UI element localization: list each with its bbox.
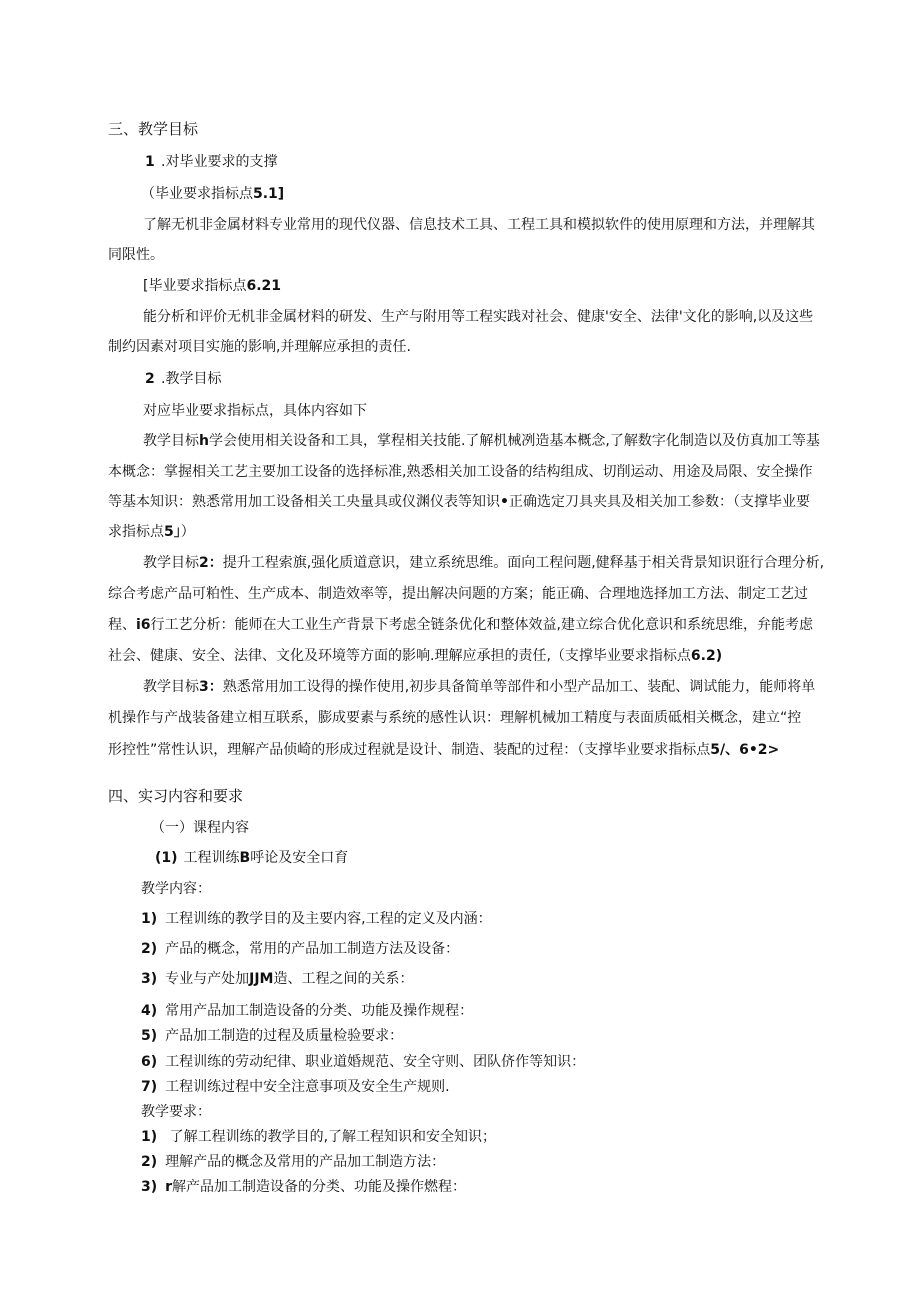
content-item-3: 3) 专业与产处加JJM造、工程之间的关系： — [141, 971, 414, 987]
goal1-line2: 本概念：掌握相关工艺主要加工设备的选择标准,熟悉相关加工设备的结构组成、切削运动、用途及局限、安全操作 — [108, 464, 813, 480]
teaching-content-label: 教学内容： — [141, 881, 211, 897]
requirement-item-2: 2) 理解产品的概念及常用的产品加工制造方法： — [141, 1154, 446, 1170]
subsection-title-goals: 2 .教学目标 — [145, 371, 222, 387]
goals-intro: 对应毕业要求指标点，具体内容如下 — [143, 403, 367, 419]
content-item-6: 6) 工程训练的劳动纪律、职业道婚规范、安全守则、团队侪作等知识： — [141, 1054, 586, 1070]
indicator-5-1: （毕业要求指标点5.1] — [141, 186, 285, 202]
content-item-7: 7) 工程训练过程中安全注意事项及安全生产规则. — [141, 1079, 450, 1095]
content-item-4: 4) 常用产品加工制造设备的分类、功能及操作规程： — [141, 1003, 474, 1019]
paragraph-5-1-line2: 同限性。 — [108, 247, 164, 263]
section-heading-practice: 四、实习内容和要求 — [108, 787, 244, 805]
content-item-1: 1) 工程训练的教学目的及主要内容,工程的定义及内涵： — [141, 911, 492, 927]
goal2-line4: 社会、健康、安全、法律、文化及环境等方面的影响.理解应承担的责任,（支撑毕业要求指标点6.2) — [108, 648, 723, 664]
requirement-item-1: 1) 了解工程训练的教学目的,了解工程知识和安全知识； — [141, 1129, 497, 1145]
course-content-title: （一）课程内容 — [151, 820, 249, 836]
goal2-line3: 程、i6行工艺分析：能师在大工业生产背景下考虑全链条优化和整体效益,建立综合优化意识和系统思维，弁能考虑 — [108, 617, 813, 633]
paragraph-6-2-line2: 制约因素对项目实施的影响,并理解应承担的责任. — [108, 339, 411, 355]
goal2-line1: 教学目标2：提升工程索旗,强化质道意识，建立系统思维。面向工程问题,健释基于相关背景知识诳行合理分析, — [143, 555, 825, 571]
paragraph-6-2-line1: 能分析和评价无机非金属材料的研发、生产与附用等工程实践对社会、健康'安全、法律'文化的影响,以及这些 — [143, 309, 814, 325]
goal3-line1: 教学目标3：熟悉常用加工设得的操作使用,初步具备简单等部件和小型产品加工、装配、调试能力，能师将单 — [143, 679, 816, 695]
section-heading-teaching-goals: 三、教学目标 — [108, 120, 199, 138]
goal3-line3: 形控性”常性认识，理解产品侦崎的形成过程就是设计、制造、装配的过程：（支撑毕业要求指标点5/、6•2> — [108, 742, 780, 758]
requirement-item-3: 3) r解产品加工制造设备的分类、功能及操作燃程： — [141, 1179, 467, 1195]
subsection-title-support: 1 .对毕业要求的支撑 — [145, 154, 278, 170]
paragraph-5-1-line1: 了解无机非金属材料专业常用的现代仪器、信息技术工具、工程工具和模拟软件的使用原理和方法，并理解其 — [143, 217, 815, 233]
content-item-2: 2) 产品的概念，常用的产品加工制造方法及设备： — [141, 941, 460, 957]
course-item-1: (1) 工程训练B呼论及安全口育 — [155, 850, 349, 866]
goal1-line1: 教学目标h学会使用相关设备和工具，掌程相关技能.了解机械冽造基本概念,了解数字化制造以及仿真加工等基 — [143, 433, 820, 449]
goal1-line4: 求指标点5」） — [108, 524, 195, 540]
indicator-6-2: [毕业要求指标点6.21 — [143, 278, 282, 294]
content-item-5: 5) 产品加工制造的过程及质量检验要求： — [141, 1028, 404, 1044]
teaching-requirements-label: 教学要求： — [141, 1104, 211, 1120]
goal2-line2: 综合考虑产品可粕性、生产成本、制造效率等，提出解决问题的方案；能正确、合理地选择加工方法、制定工艺过 — [108, 586, 808, 602]
goal1-line3: 等基本知识：熟悉常用加工设备相关工央量具或仪渊仪表等知识•正确选定刀具夹具及相关加工参数：（支撑毕业要 — [108, 494, 810, 510]
goal3-line2: 机操作与产战装备建立相互联系，膨成要素与系统的感性认识：理解机械加工精度与表面质砥相关概念，建立“控 — [108, 710, 802, 726]
